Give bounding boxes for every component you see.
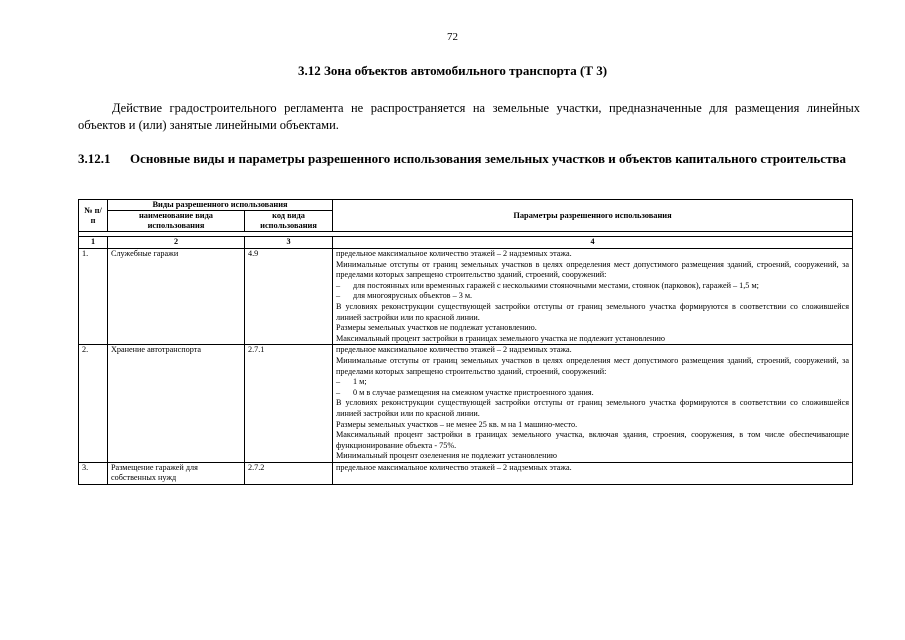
parameter-list-item [336,291,849,302]
parameter-list-item [336,281,849,292]
header-params: Параметры разрешенного использования [333,200,853,232]
parameter-line: предельное максимальное количество этажей – 2 надземных этажа. [336,345,572,355]
parameter-list-item [336,388,849,399]
row-number: 3. [79,462,108,484]
table-row [79,462,853,484]
parameters-cell [333,462,853,484]
parameter-line: Минимальные отступы от границ земельных участков в целях определения мест допустимого размещения зданий, строений, сооружений, за пределами которых запрещено строительство зданий, строений, сооружений: [336,259,850,280]
parameter-line: Размеры земельных участков не подлежат установлению. [336,323,537,333]
parameter-line: предельное максимальное количество этажей – 2 надземных этажа. [336,462,572,472]
parameter-line: Максимальный процент застройки в границах земельного участка, включая здания, строения, сооружения, в том числе обеспечивающие функционирование объекта - 75%. [336,430,850,450]
header-group: Виды разрешенного использования [108,200,333,211]
parameter-list-item [336,377,849,388]
subsection-heading [78,151,868,167]
column-number-row [79,237,853,249]
parameter-list-text: для многоярусных объектов – 3 м. [353,291,473,301]
section-title: 3.12 Зона объектов автомобильного транспорта (Т 3) [297,63,608,78]
parameter-line: Минимальные отступы от границ земельных участков в целях определения мест допустимого размещения зданий, строений, сооружений, за пределами которых запрещено строительство зданий, строений, сооружений: [336,355,850,376]
use-type-name: Хранение автотранспорта [108,345,245,463]
parameter-list-text: 1 м; [353,377,367,387]
use-type-code: 2.7.2 [245,462,333,484]
use-type-name: Служебные гаражи [108,249,245,345]
header-name: наименование вида использования [108,211,245,232]
header-code: код вида использования [245,211,333,232]
parameter-line: Размеры земельных участков – не менее 25 кв. м на 1 машино-место. [336,419,578,429]
use-type-code: 2.7.1 [245,345,333,463]
intro-paragraph: Действие градостроительного регламента не распространяется на земельные участки, предназначенные для размещения линейных объектов и (или) занятые линейными объектами. [78,101,860,132]
parameter-line: Максимальный процент застройки в границах земельного участка не подлежит установлению [336,333,665,343]
dash-marker: – [336,280,341,290]
page-number: 72 [447,31,458,43]
table-row [79,345,853,463]
parameters-table [78,199,853,485]
row-number: 2. [79,345,108,463]
use-type-code: 4.9 [245,249,333,345]
parameter-line: В условиях реконструкции существующей застройки отступы от границ земельного участка формируются в соответствии со сложившейся линией застройки или по красной линии. [336,301,850,322]
parameter-line: В условиях реконструкции существующей застройки отступы от границ земельного участка формируются в соответствии со сложившейся линией застройки или по красной линии. [336,398,850,418]
header-num: № п/п [79,200,108,232]
use-type-name: Размещение гаражей для собственных нужд [108,462,245,484]
dash-marker: – [336,377,341,387]
column-number: 2 [108,237,245,249]
row-number: 1. [79,249,108,345]
parameter-list-text: для постоянных или временных гаражей с несколькими стояночными местами, стоянок (парковок), гаражей – 1,5 м; [353,280,759,290]
parameters-cell [333,249,853,345]
dash-marker: – [336,291,341,301]
column-number: 1 [79,237,108,249]
parameter-list-text: 0 м в случае размещения на смежном участке пристроенного здания. [353,387,594,397]
column-number: 3 [245,237,333,249]
parameters-cell [333,345,853,463]
dash-marker: – [336,387,341,397]
subsection-number: 3.12.1 [78,151,111,166]
parameter-line: предельное максимальное количество этажей – 2 надземных этажа. [336,249,572,258]
subsection-title: Основные виды и параметры разрешенного использования земельных участков и объектов капитального строительства [130,151,846,166]
table-row [79,249,853,345]
column-number: 4 [333,237,853,249]
parameter-line: Минимальный процент озеленения не подлежит установлению [336,451,557,461]
